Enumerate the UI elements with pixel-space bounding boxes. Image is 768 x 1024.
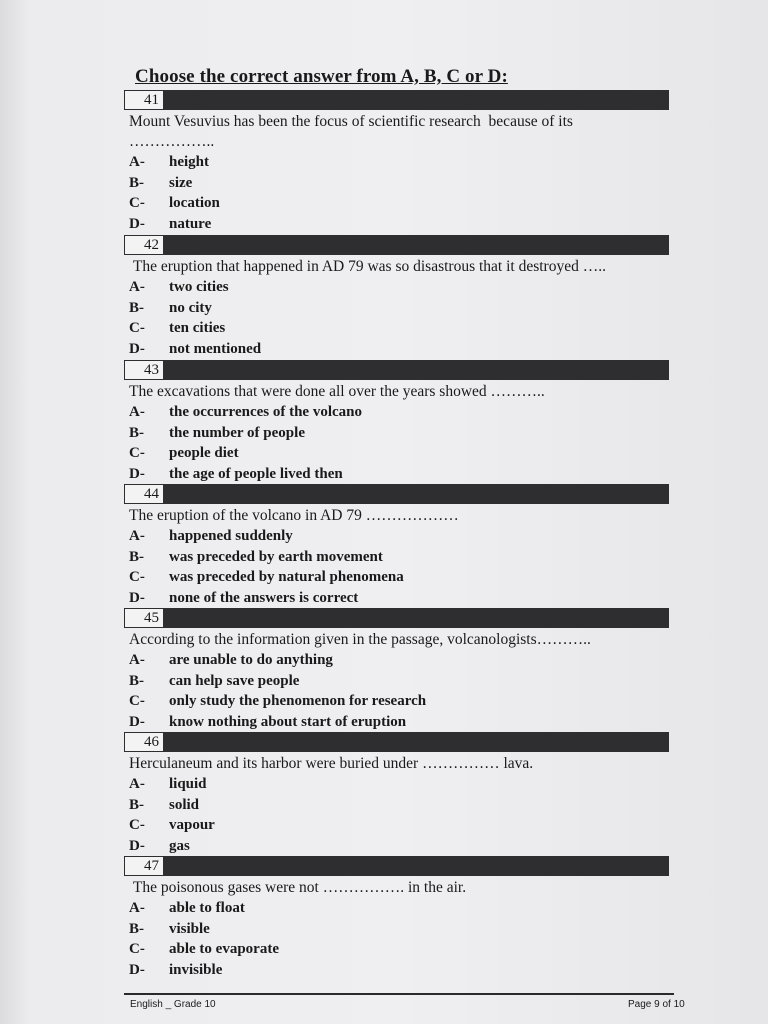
option-c: C- was preceded by natural phenomena — [129, 569, 404, 586]
option-b: B- no city — [129, 299, 212, 316]
option-a: A- the occurrences of the volcano — [129, 404, 363, 420]
option-d: D- invisible — [129, 961, 223, 978]
option-a: A- two cities — [129, 279, 229, 295]
option-d: D- none of the answers is correct — [129, 589, 359, 606]
question-45 — [124, 608, 669, 732]
question-bar — [124, 90, 669, 110]
question-41 — [124, 90, 669, 234]
question-number: 43 — [124, 360, 164, 380]
option-c: C- location — [129, 195, 220, 212]
question-number: 47 — [124, 856, 164, 876]
option-c: C- ten cities — [129, 320, 226, 337]
option-a: A- height — [129, 154, 210, 170]
question-stem: Mount Vesuvius has been the focus of scientific research because of its …………….. — [129, 113, 573, 150]
footer-divider — [124, 993, 674, 995]
question-44 — [124, 484, 669, 608]
question-47 — [124, 856, 669, 980]
section-heading: Choose the correct answer from A, B, C or D: — [135, 66, 508, 87]
question-stem: The excavations that were done all over the years showed ……….. — [129, 383, 545, 400]
question-stem: Herculaneum and its harbor were buried under …………… lava. — [129, 755, 534, 772]
option-c: C- vapour — [129, 817, 215, 834]
option-b: B- solid — [129, 796, 200, 813]
option-a: A- able to float — [129, 900, 245, 916]
option-a: A- are unable to do anything — [129, 652, 333, 668]
question-number: 46 — [124, 732, 164, 752]
question-42 — [124, 235, 669, 359]
footer-page-number: Page 9 of 10 — [628, 999, 685, 1010]
question-stem: The eruption of the volcano in AD 79 ……………… — [129, 507, 459, 524]
question-bar — [124, 235, 669, 255]
option-b: B- size — [129, 174, 193, 191]
option-c: C- people diet — [129, 445, 239, 462]
question-43 — [124, 360, 669, 484]
option-a: A- liquid — [129, 776, 207, 792]
question-number: 44 — [124, 484, 164, 504]
question-number: 42 — [124, 235, 164, 255]
question-number: 41 — [124, 90, 164, 110]
footer-course: English _ Grade 10 — [130, 999, 216, 1010]
option-c: C- only study the phenomenon for research — [129, 693, 427, 710]
option-b: B- can help save people — [129, 672, 300, 689]
option-c: C- able to evaporate — [129, 941, 279, 958]
option-b: B- the number of people — [129, 424, 305, 441]
option-d: D- know nothing about start of eruption — [129, 713, 407, 730]
question-number: 45 — [124, 608, 164, 628]
question-stem: The eruption that happened in AD 79 was so disastrous that it destroyed ….. — [129, 258, 606, 275]
question-bar — [124, 360, 669, 380]
option-b: B- was preceded by earth movement — [129, 548, 383, 565]
question-bar — [124, 608, 669, 628]
option-a: A- happened suddenly — [129, 528, 293, 544]
option-d: D- not mentioned — [129, 340, 262, 357]
question-stem: According to the information given in the passage, volcanologists……….. — [129, 631, 591, 648]
question-46 — [124, 732, 669, 856]
question-bar — [124, 856, 669, 876]
option-d: D- nature — [129, 215, 212, 232]
option-d: D- the age of people lived then — [129, 465, 343, 482]
option-b: B- visible — [129, 920, 210, 937]
question-stem: The poisonous gases were not ……………. in the air. — [129, 879, 467, 896]
question-bar — [124, 484, 669, 504]
option-d: D- gas — [129, 837, 190, 854]
question-bar — [124, 732, 669, 752]
